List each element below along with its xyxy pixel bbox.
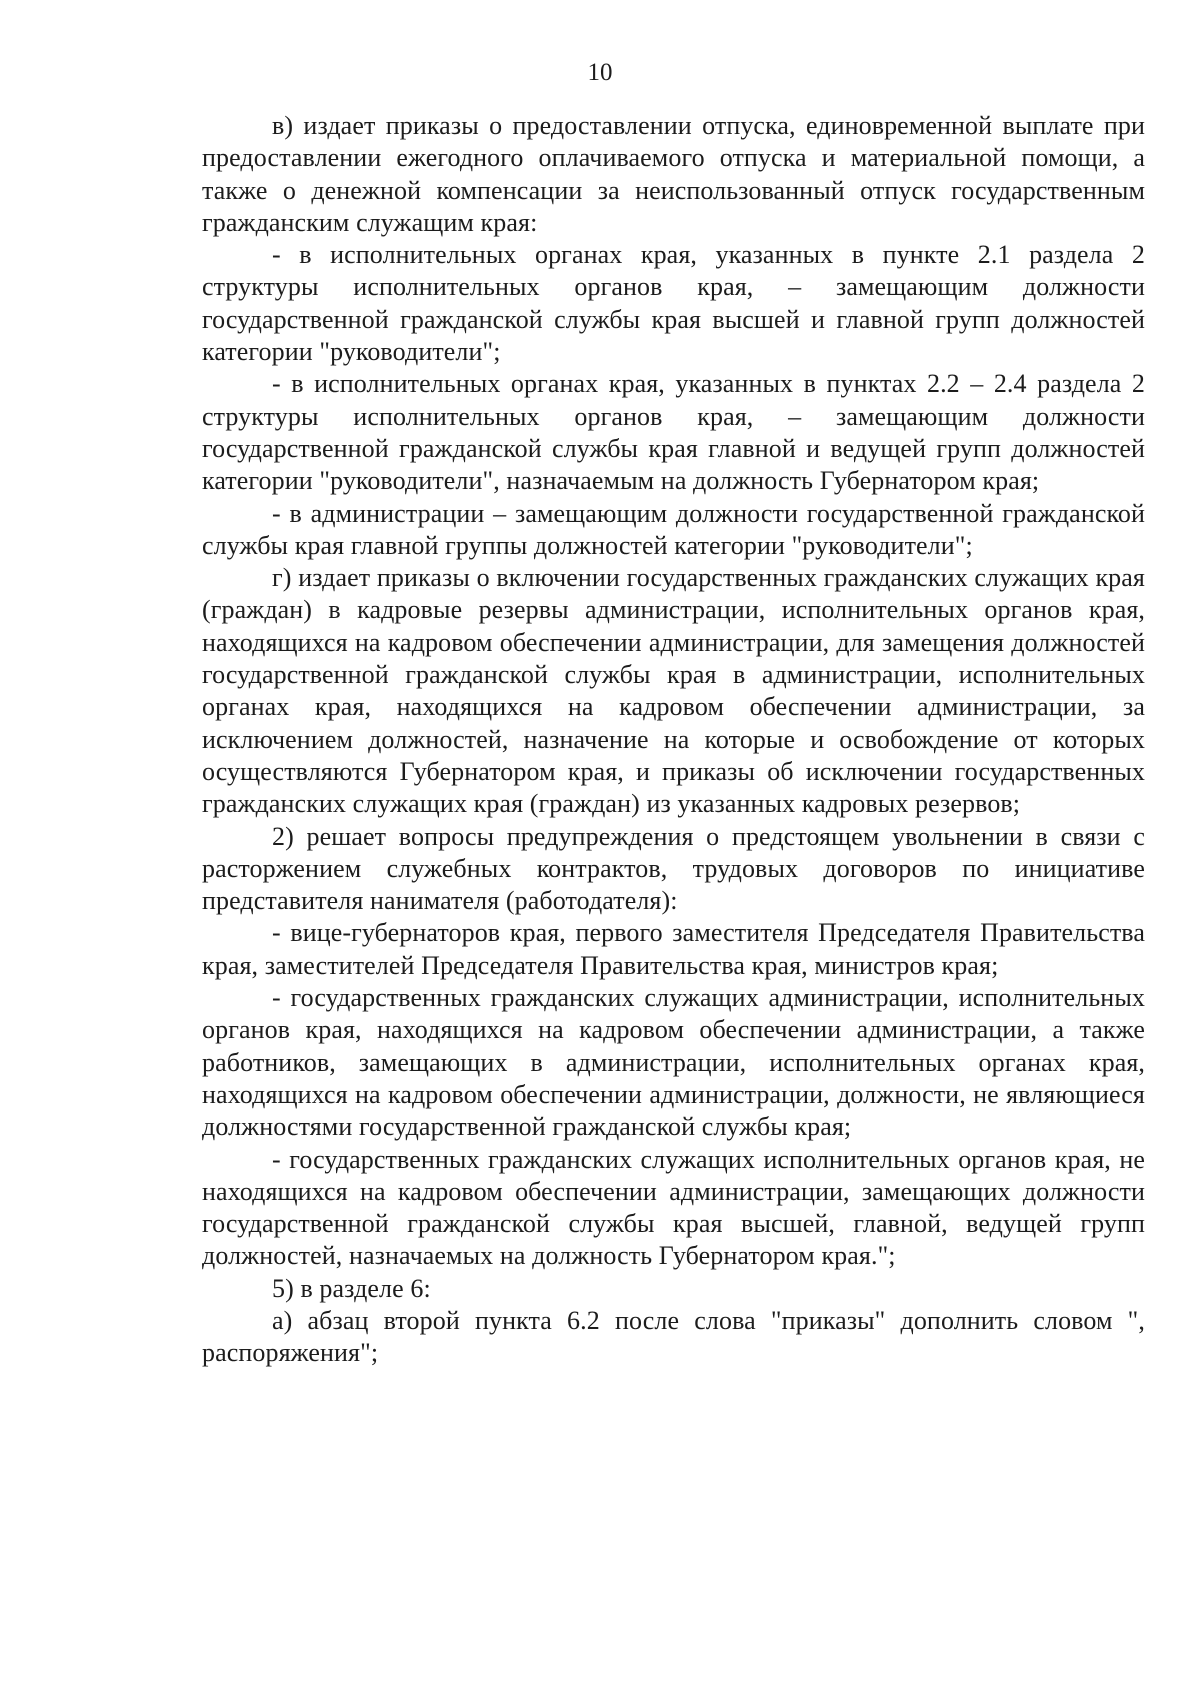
paragraph-item-civil-servants-administration: - государственных гражданских служащих администрации, исполнительных органов края, находящихся на кадровом обеспечении администрации, а также работников, замещающих в администрации, исполнительных органах края, находящихся на кадровом обеспечении администрации, должности, не являющиеся должностями государственной гражданской службы края; [202,983,1145,1142]
paragraph-g-personnel-reserves: г) издает приказы о включении государственных гражданских служащих края (граждан) в кадровые резервы администрации, исполнительных органов края, находящихся на кадровом обеспечении администрации, для замещения должностей государственной гражданской службы края в администрации, исполнительных органах края, находящихся на кадровом обеспечении администрации, за исключением должностей, назначение на которые и освобождение от которых осуществляются Губернатором края, и приказы об исключении государственных гражданских служащих края (граждан) из указанных кадровых резервов; [202,563,1145,819]
paragraph-item-civil-servants-executive-bodies: - государственных гражданских служащих исполнительных органов края, не находящихся на кадровом обеспечении администрации, замещающих должности государственной гражданской службы края высшей, главной, ведущей групп должностей, назначаемых на должность Губернатором края."; [202,1144,1145,1271]
page-number: 10 [587,59,613,86]
document-body [202,110,1145,1370]
paragraph-item-administration: - в администрации – замещающим должности государственной гражданской службы края главной группы должностей категории "руководители"; [202,498,1145,560]
paragraph-item-vice-governors: - вице-губернаторов края, первого заместителя Председателя Правительства края, заместителей Председателя Правительства края, министров края; [202,918,1145,980]
paragraph-5-section-6: 5) в разделе 6: [272,1273,431,1303]
paragraph-item-sections-2-2-2-4: - в исполнительных органах края, указанных в пунктах 2.2 – 2.4 раздела 2 структуры исполнительных органов края, – замещающим должности государственной гражданской службы края главной и ведущей групп должностей категории "руководители", назначаемым на должность Губернатором края; [202,369,1145,496]
paragraph-item-section-2-1: - в исполнительных органах края, указанных в пункте 2.1 раздела 2 структуры исполнительных органов края, – замещающим должности государственной гражданской службы края высшей и главной групп должностей категории "руководители"; [202,240,1145,367]
paragraph-v-leave-orders: в) издает приказы о предоставлении отпуска, единовременной выплате при предоставлении ежегодного оплачиваемого отпуска и материальной помощи, а также о денежной компенсации за неиспользованный отпуск государственным гражданским служащим края: [202,111,1145,237]
paragraph-a-point-6-2: а) абзац второй пункта 6.2 после слова "приказы" дополнить словом ", распоряжения"; [202,1305,1145,1368]
paragraph-2-dismissal-warnings: 2) решает вопросы предупреждения о предстоящем увольнении в связи с расторжением служебных контрактов, трудовых договоров по инициативе представителя нанимателя (работодателя): [202,821,1145,916]
